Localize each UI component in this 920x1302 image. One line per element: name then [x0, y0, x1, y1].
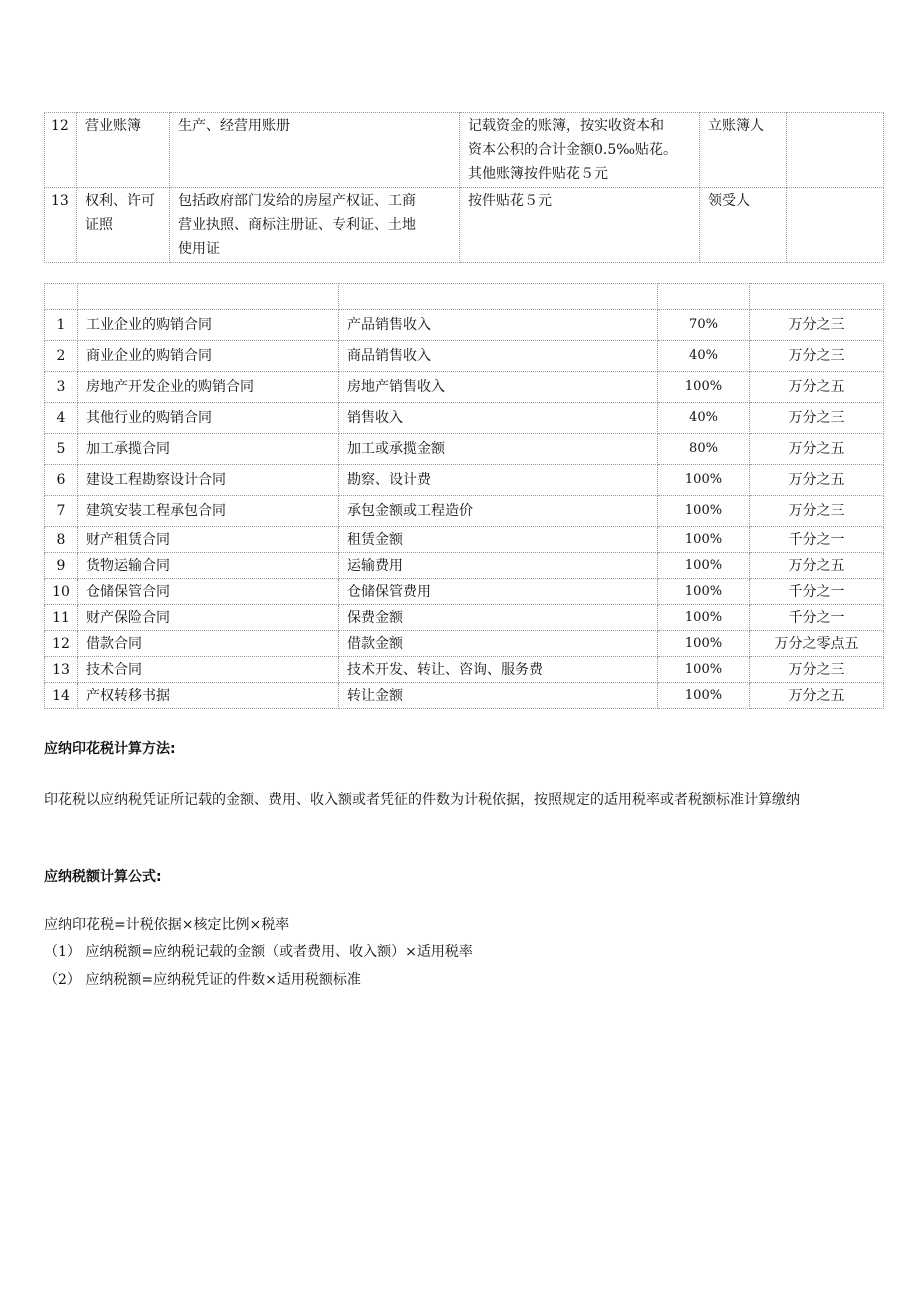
- tax-basis: 技术开发、转让、咨询、服务费: [339, 657, 658, 683]
- assessed-ratio: 100%: [658, 631, 750, 657]
- contract-type: 其他行业的购销合同: [78, 403, 339, 434]
- row-number: 1: [45, 310, 78, 341]
- tax-rate: 万分之五: [750, 372, 884, 403]
- formula-line: （2） 应纳税额=应纳税凭证的件数×适用税额标准: [44, 972, 361, 988]
- taxpayer: 领受人: [700, 188, 787, 263]
- contract-type: 货物运输合同: [78, 553, 339, 579]
- assessed-ratio: 40%: [658, 341, 750, 372]
- formula-heading: 应纳税额计算公式:: [44, 869, 162, 885]
- table-row: [45, 605, 884, 631]
- table-row: [45, 341, 884, 372]
- table-row: [45, 465, 884, 496]
- tax-rate: 万分之五: [750, 434, 884, 465]
- contract-type: 工业企业的购销合同: [78, 310, 339, 341]
- extra-cell: [787, 113, 884, 188]
- assessed-ratio: 80%: [658, 434, 750, 465]
- ledger-table: [44, 112, 884, 263]
- assessed-ratio: 100%: [658, 372, 750, 403]
- tax-rate-description: [460, 113, 700, 188]
- contract-rate-table: [44, 283, 884, 709]
- tax-basis: 商品销售收入: [339, 341, 658, 372]
- assessed-ratio: 100%: [658, 657, 750, 683]
- tax-item-name: 营业账簿: [77, 113, 170, 188]
- assessed-ratio: 100%: [658, 465, 750, 496]
- table-row: [45, 372, 884, 403]
- row-number: 10: [45, 579, 78, 605]
- contract-type: 房地产开发企业的购销合同: [78, 372, 339, 403]
- tax-basis: 仓储保管费用: [339, 579, 658, 605]
- tax-rate: 万分之三: [750, 310, 884, 341]
- row-number: 6: [45, 465, 78, 496]
- tax-basis: 房地产销售收入: [339, 372, 658, 403]
- tax-basis: 加工或承揽金额: [339, 434, 658, 465]
- method-heading: 应纳印花税计算方法:: [44, 741, 176, 757]
- tax-basis: 产品销售收入: [339, 310, 658, 341]
- row-number: 13: [45, 657, 78, 683]
- method-body: 印花税以应纳税凭证所记载的金额、费用、收入额或者凭征的件数为计税依据，按照规定的适用税率或者税额标准计算缴纳: [44, 792, 800, 808]
- name-line: 证照: [85, 217, 113, 233]
- formula-line: 应纳印花税=计税依据×核定比例×税率: [44, 917, 290, 933]
- tax-item-scope: 生产、经营用账册: [170, 113, 460, 188]
- header-cell: [658, 284, 750, 310]
- contract-type: 产权转移书据: [78, 683, 339, 709]
- tax-rate: 万分之五: [750, 683, 884, 709]
- tax-basis: 勘察、设计费: [339, 465, 658, 496]
- tax-basis: 运输费用: [339, 553, 658, 579]
- table-row: [45, 434, 884, 465]
- tax-rate: 万分之三: [750, 496, 884, 527]
- row-number: 7: [45, 496, 78, 527]
- table-row: [45, 310, 884, 341]
- contract-type: 财产保险合同: [78, 605, 339, 631]
- header-cell: [750, 284, 884, 310]
- rate-line: 记载资金的账簿，按实收资本和: [468, 118, 664, 134]
- assessed-ratio: 100%: [658, 605, 750, 631]
- row-number: 5: [45, 434, 78, 465]
- contract-type: 财产租赁合同: [78, 527, 339, 553]
- assessed-ratio: 70%: [658, 310, 750, 341]
- tax-rate: 千分之一: [750, 579, 884, 605]
- scope-line: 使用证: [178, 241, 220, 257]
- contract-type: 加工承揽合同: [78, 434, 339, 465]
- row-number: 8: [45, 527, 78, 553]
- row-number: 13: [45, 188, 77, 263]
- tax-rate: 万分之五: [750, 553, 884, 579]
- row-number: 11: [45, 605, 78, 631]
- table-row: [45, 631, 884, 657]
- contract-type: 技术合同: [78, 657, 339, 683]
- table-row: [45, 683, 884, 709]
- tax-basis: 转让金额: [339, 683, 658, 709]
- tax-rate: 万分之三: [750, 341, 884, 372]
- rate-line: 其他账簿按件贴花５元: [468, 166, 608, 182]
- header-cell: [78, 284, 339, 310]
- table-row: [45, 113, 884, 188]
- taxpayer: 立账簿人: [700, 113, 787, 188]
- tax-basis: 销售收入: [339, 403, 658, 434]
- contract-type: 建筑安装工程承包合同: [78, 496, 339, 527]
- contract-type: 建设工程勘察设计合同: [78, 465, 339, 496]
- assessed-ratio: 100%: [658, 553, 750, 579]
- tax-basis: 租赁金额: [339, 527, 658, 553]
- assessed-ratio: 40%: [658, 403, 750, 434]
- contract-type: 借款合同: [78, 631, 339, 657]
- table-row: [45, 496, 884, 527]
- table-row: [45, 188, 884, 263]
- contract-type: 商业企业的购销合同: [78, 341, 339, 372]
- scope-line: 营业执照、商标注册证、专利证、土地: [178, 217, 416, 233]
- row-number: 12: [45, 631, 78, 657]
- header-cell: [45, 284, 78, 310]
- tax-rate: 万分之三: [750, 403, 884, 434]
- tax-basis: 承包金额或工程造价: [339, 496, 658, 527]
- extra-cell: [787, 188, 884, 263]
- header-cell: [339, 284, 658, 310]
- tax-basis: 保费金额: [339, 605, 658, 631]
- tax-rate: 千分之一: [750, 605, 884, 631]
- row-number: 4: [45, 403, 78, 434]
- contract-rate-body: [45, 284, 884, 709]
- scope-line: 包括政府部门发给的房屋产权证、工商: [178, 193, 416, 209]
- table-header-row: [45, 284, 884, 310]
- row-number: 3: [45, 372, 78, 403]
- table-row: [45, 403, 884, 434]
- row-number: 12: [45, 113, 77, 188]
- tax-rate: 千分之一: [750, 527, 884, 553]
- table-row: [45, 657, 884, 683]
- tax-basis: 借款金额: [339, 631, 658, 657]
- name-line: 权利、许可: [85, 193, 155, 209]
- formula-line: （1） 应纳税额=应纳税记载的金额（或者费用、收入额）×适用税率: [44, 944, 473, 960]
- row-number: 14: [45, 683, 78, 709]
- rate-line: 资本公积的合计金额0.5‰贴花。: [468, 142, 678, 158]
- assessed-ratio: 100%: [658, 527, 750, 553]
- contract-type: 仓储保管合同: [78, 579, 339, 605]
- tax-item-scope: [170, 188, 460, 263]
- tax-rate: 万分之五: [750, 465, 884, 496]
- tax-rate-description: 按件贴花５元: [460, 188, 700, 263]
- table-row: [45, 553, 884, 579]
- assessed-ratio: 100%: [658, 683, 750, 709]
- tax-item-name: [77, 188, 170, 263]
- assessed-ratio: 100%: [658, 579, 750, 605]
- table-row: [45, 527, 884, 553]
- tax-rate: 万分之零点五: [750, 631, 884, 657]
- tax-rate: 万分之三: [750, 657, 884, 683]
- row-number: 9: [45, 553, 78, 579]
- table-row: [45, 579, 884, 605]
- row-number: 2: [45, 341, 78, 372]
- assessed-ratio: 100%: [658, 496, 750, 527]
